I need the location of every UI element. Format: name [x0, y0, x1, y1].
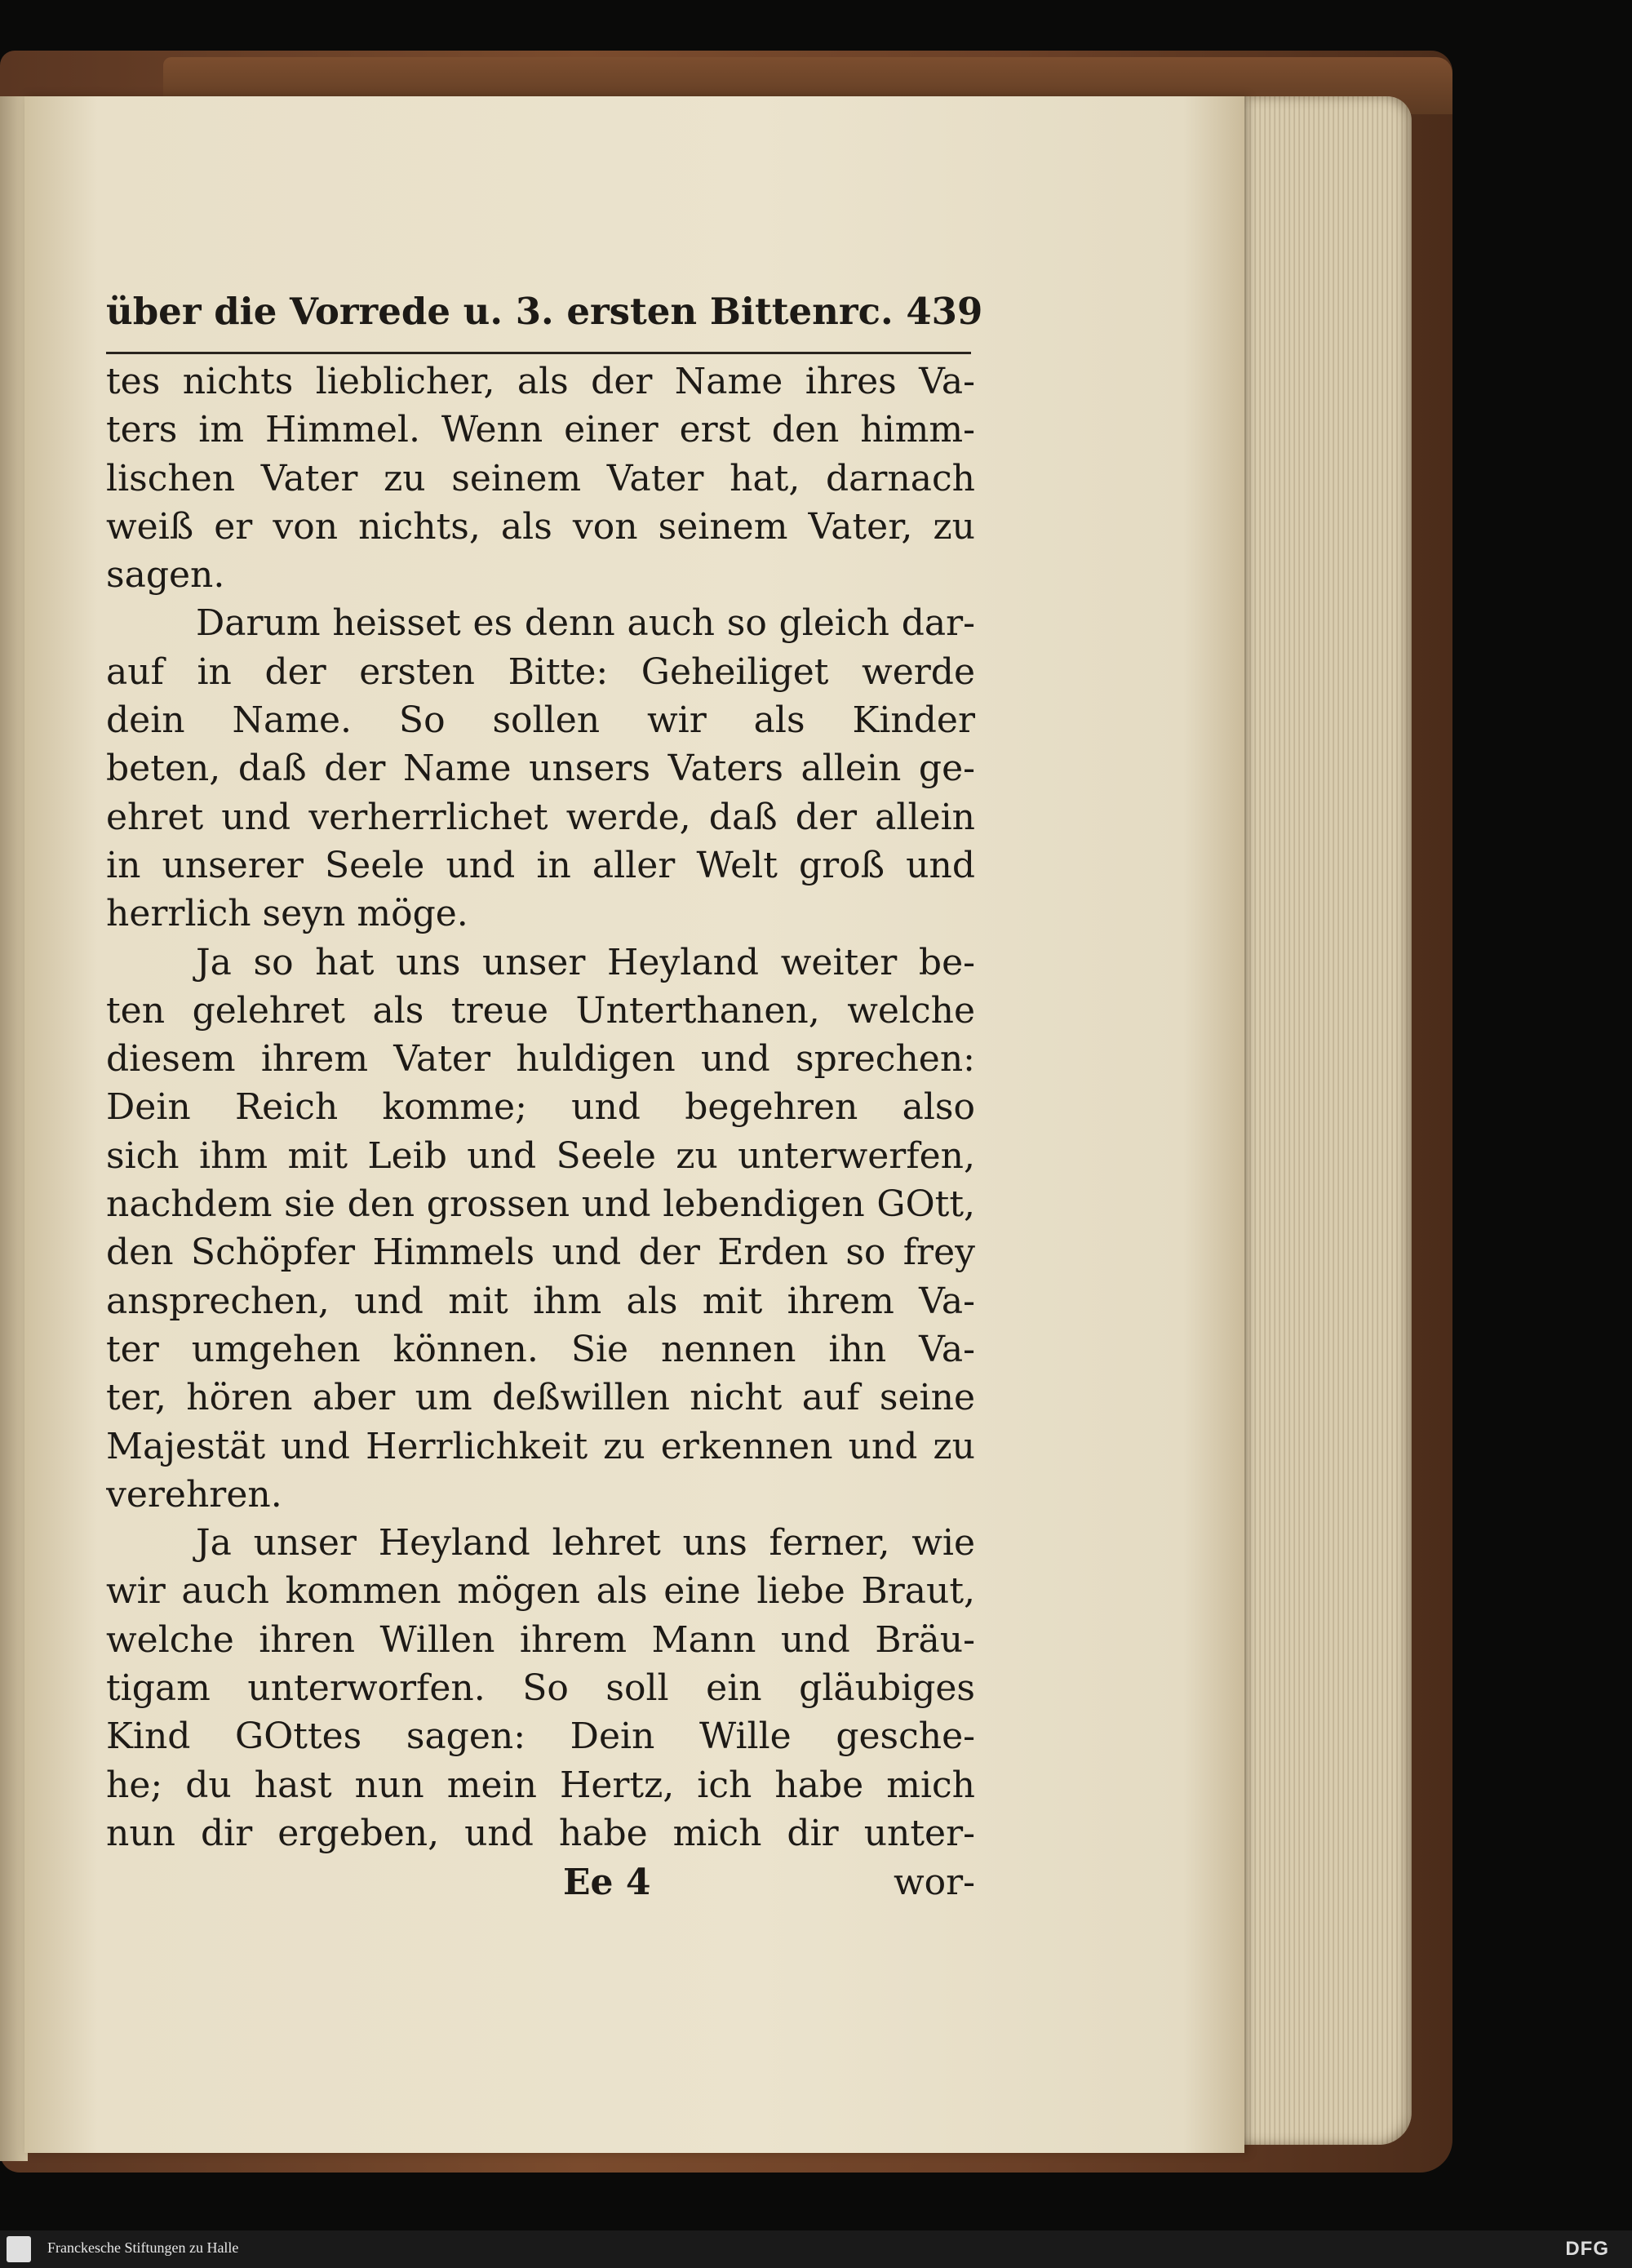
text-line: he; du hast nun mein Hertz, ich habe mich [106, 1764, 975, 1806]
signature-mark: Ee 4 [563, 1862, 651, 1904]
text-line: lischen Vater zu seinem Vater hat, darnach [106, 457, 975, 499]
text-line: ten gelehret als treue Unterthanen, welche [106, 989, 975, 1032]
footer-bar [0, 2230, 1632, 2268]
page-edges [1232, 96, 1412, 2145]
text-line: herrlich seyn möge. [106, 893, 468, 935]
text-line: Ja unser Heyland lehret uns ferner, wie [196, 1522, 975, 1565]
text-line: Dein Reich komme; und begehren also [106, 1086, 975, 1129]
text-line: sagen. [106, 554, 225, 597]
book-page [24, 96, 1244, 2153]
text-line: wir auch kommen mögen als eine liebe Braut, [106, 1570, 975, 1613]
text-line: ehret und verherrlichet werde, daß der allein [106, 796, 975, 838]
previous-page-edge [0, 96, 28, 2161]
text-line: nun dir ergeben, und habe mich dir unter- [106, 1812, 975, 1854]
text-line: sich ihm mit Leib und Seele zu unterwerfen, [106, 1134, 975, 1177]
running-head [106, 290, 983, 345]
text-line: Kind GOttes sagen: Dein Wille gesche- [106, 1715, 975, 1758]
text-block [106, 290, 983, 1908]
text-line: nachdem sie den grossen und lebendigen GOtt, [106, 1183, 975, 1226]
text-line: Ja so hat uns unser Heyland weiter be- [196, 941, 975, 983]
text-line: Majestät und Herrlichkeit zu erkennen und zu [106, 1425, 975, 1467]
institution-name: Franckesche Stiftungen zu Halle [47, 2239, 239, 2256]
text-line: beten, daß der Name unsers Vaters allein ge- [106, 748, 975, 790]
text-line: verehren. [106, 1473, 282, 1516]
running-head-title: über die Vorrede u. 3. ersten Bitten [106, 290, 839, 333]
text-line: tigam unterworfen. So soll ein gläubiges [106, 1667, 975, 1710]
text-line: dein Name. So sollen wir als Kinder [106, 699, 975, 742]
signature-row [106, 1857, 975, 1908]
running-head-suffix: rc. [838, 290, 894, 333]
text-line: weiß er von nichts, als von seinem Vater, zu [106, 505, 975, 548]
institution-logo-icon [7, 2236, 31, 2262]
text-line: ters im Himmel. Wenn einer erst den himm- [106, 409, 975, 451]
text-line: in unserer Seele und in aller Welt groß und [106, 844, 975, 886]
dfg-logo: DFG [1565, 2238, 1609, 2260]
text-line: welche ihren Willen ihrem Mann und Bräu- [106, 1618, 975, 1661]
text-line: ter, hören aber um deßwillen nicht auf seine [106, 1377, 975, 1419]
text-line: auf in der ersten Bitte: Geheiliget werde [106, 650, 975, 693]
text-line: ter umgehen können. Sie nennen ihn Va- [106, 1328, 975, 1370]
catchword: wor- [893, 1862, 975, 1904]
text-line: Darum heisset es denn auch so gleich dar- [196, 602, 975, 645]
text-line: diesem ihrem Vater huldigen und sprechen: [106, 1038, 975, 1081]
body-text [106, 357, 975, 1857]
running-head-right [839, 290, 982, 333]
page-number: 439 [906, 290, 983, 333]
head-rule [106, 352, 971, 354]
text-line: tes nichts lieblicher, als der Name ihres Va- [106, 361, 975, 402]
text-line: den Schöpfer Himmels und der Erden so frey [106, 1232, 975, 1274]
text-line: ansprechen, und mit ihm als mit ihrem Va- [106, 1280, 975, 1322]
